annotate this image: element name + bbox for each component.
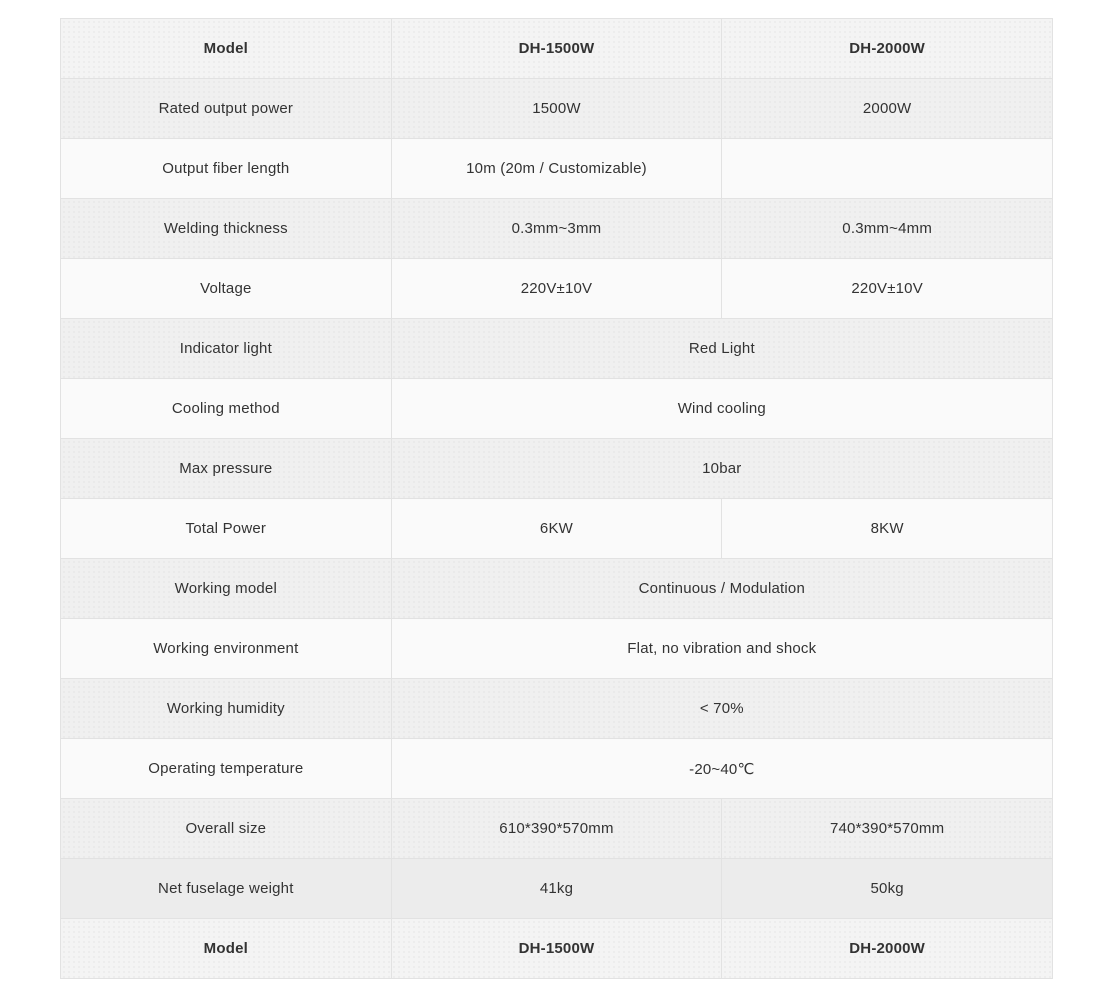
table-row xyxy=(61,739,1053,799)
row-label: Max pressure xyxy=(61,439,392,499)
table-row xyxy=(61,79,1053,139)
row-value: 6KW xyxy=(391,499,722,559)
table-row xyxy=(61,139,1053,199)
table-row xyxy=(61,919,1053,979)
row-value: DH-1500W xyxy=(391,19,722,79)
table-row xyxy=(61,499,1053,559)
table-row xyxy=(61,259,1053,319)
row-value: DH-1500W xyxy=(391,919,722,979)
row-label: Working model xyxy=(61,559,392,619)
row-value: DH-2000W xyxy=(722,19,1053,79)
row-label: Net fuselage weight xyxy=(61,859,392,919)
row-value-span: Red Light xyxy=(391,319,1052,379)
product-spec-table xyxy=(60,18,1053,979)
table-row xyxy=(61,859,1053,919)
row-value: 50kg xyxy=(722,859,1053,919)
row-value: 0.3mm~4mm xyxy=(722,199,1053,259)
row-label: Cooling method xyxy=(61,379,392,439)
row-label: Output fiber length xyxy=(61,139,392,199)
row-label: Model xyxy=(61,19,392,79)
row-label: Welding thickness xyxy=(61,199,392,259)
row-value: DH-2000W xyxy=(722,919,1053,979)
row-label: Voltage xyxy=(61,259,392,319)
row-value: 2000W xyxy=(722,79,1053,139)
row-label: Indicator light xyxy=(61,319,392,379)
row-value: 220V±10V xyxy=(391,259,722,319)
row-value: 10m (20m / Customizable) xyxy=(391,139,722,199)
row-value-span: < 70% xyxy=(391,679,1052,739)
table-row xyxy=(61,559,1053,619)
row-value: 740*390*570mm xyxy=(722,799,1053,859)
row-value: 41kg xyxy=(391,859,722,919)
row-value-span: Continuous / Modulation xyxy=(391,559,1052,619)
table-row xyxy=(61,679,1053,739)
row-label: Working humidity xyxy=(61,679,392,739)
row-value: 1500W xyxy=(391,79,722,139)
table-row xyxy=(61,439,1053,499)
table-row xyxy=(61,199,1053,259)
row-value xyxy=(722,139,1053,199)
row-label: Operating temperature xyxy=(61,739,392,799)
table-row xyxy=(61,619,1053,679)
row-label: Total Power xyxy=(61,499,392,559)
row-label: Rated output power xyxy=(61,79,392,139)
row-label: Overall size xyxy=(61,799,392,859)
table-row xyxy=(61,19,1053,79)
row-value-span: -20~40℃ xyxy=(391,739,1052,799)
spec-table-body xyxy=(61,19,1053,979)
row-value: 0.3mm~3mm xyxy=(391,199,722,259)
table-row xyxy=(61,379,1053,439)
row-label: Working environment xyxy=(61,619,392,679)
row-value-span: Flat, no vibration and shock xyxy=(391,619,1052,679)
row-value: 8KW xyxy=(722,499,1053,559)
row-label: Model xyxy=(61,919,392,979)
row-value-span: Wind cooling xyxy=(391,379,1052,439)
table-row xyxy=(61,799,1053,859)
row-value: 610*390*570mm xyxy=(391,799,722,859)
row-value-span: 10bar xyxy=(391,439,1052,499)
row-value: 220V±10V xyxy=(722,259,1053,319)
table-row xyxy=(61,319,1053,379)
